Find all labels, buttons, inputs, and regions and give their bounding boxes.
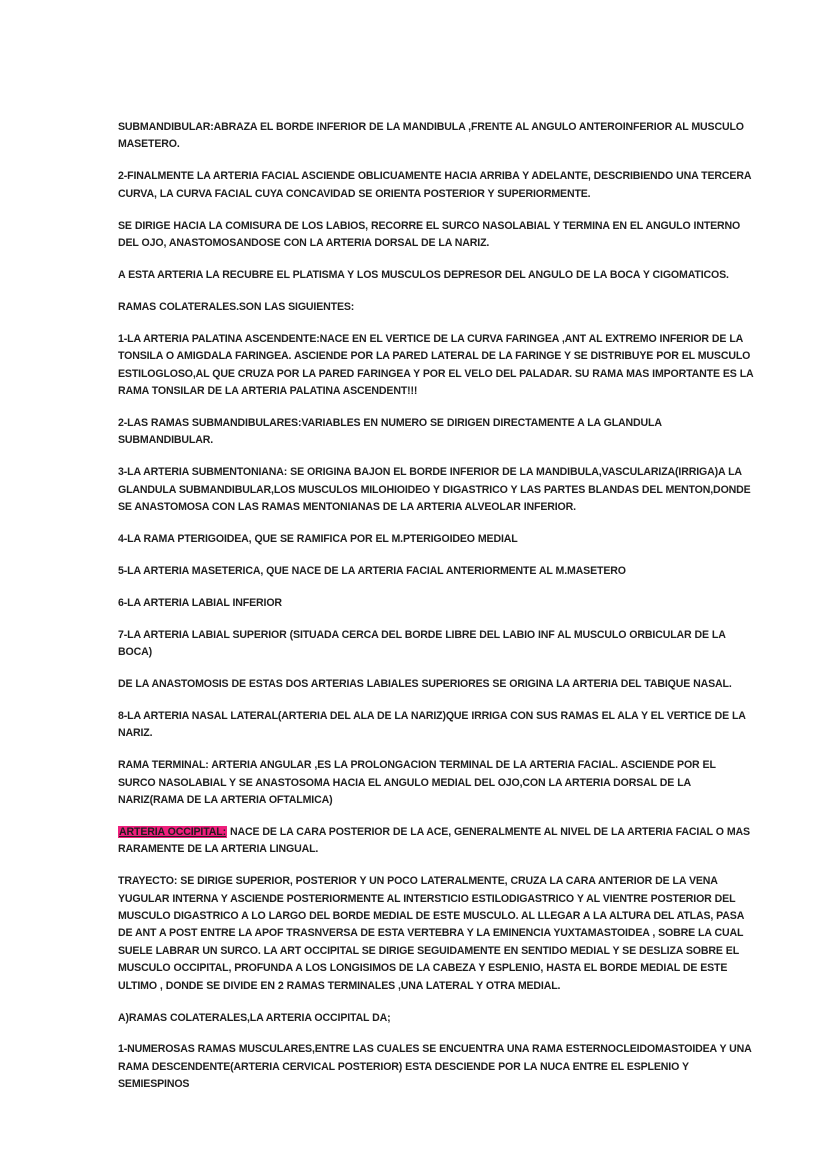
paragraph-trayecto: TRAYECTO: SE DIRIGE SUPERIOR, POSTERIOR Y UN POCO LATERALMENTE, CRUZA LA CARA ANTERIOR DE LA VENA YUGULAR INTERNA Y ASCIENDE POSTERIORMENTE AL INTERSTICIO ESTILODIGASTRICO Y AL VIENTRE POSTERIOR DEL MUSCULO DIGASTRICO A LO LARGO DEL BORDE MEDIAL DE ESTE MUSCULO. AL LLEGAR A LA ALTURA DEL ATLAS, PASA DE ANT A POST ENTRE LA APOF TRASNVERSA DE ESTA VERTEBRA Y LA EMINENCIA YUXTAMASTOIDEA , SOBRE LA CUAL SUELE LABRAR UN SURCO. LA ART OCCIPITAL SE DIRIGE SEGUIDAMENTE EN SENTIDO MEDIAL Y SE DESLIZA SOBRE EL MUSCULO OCCIPITAL, PROFUNDA A LOS LONGISIMOS DE LA CABEZA Y ESPLENIO, HASTA EL BORDE MEDIAL DE ESTE ULTIMO , DONDE SE DIVIDE EN 2 RAMAS TERMINALES ,UNA LATERAL Y OTRA MEDIAL.	[118, 875, 744, 992]
paragraph-submandibular: SUBMANDIBULAR:ABRAZA EL BORDE INFERIOR DE LA MANDIBULA ,FRENTE AL ANGULO ANTEROINFERIOR AL MUSCULO MASETERO.	[118, 121, 744, 151]
paragraph-facial-ascent: 2-FINALMENTE LA ARTERIA FACIAL ASCIENDE OBLICUAMENTE HACIA ARRIBA Y ADELANTE, DESCRIBIENDO UNA TERCERA CURVA, LA CURVA FACIAL CUYA CONCAVIDAD SE ORIENTA POSTERIOR Y SUPERIORMENTE.	[118, 170, 751, 200]
heading-collateral-branches: RAMAS COLATERALES.SON LAS SIGUIENTES:	[118, 300, 355, 313]
list-item-labial-inferior: 6-LA ARTERIA LABIAL INFERIOR	[118, 596, 282, 609]
paragraph-facial-course: SE DIRIGE HACIA LA COMISURA DE LOS LABIOS, RECORRE EL SURCO NASOLABIAL Y TERMINA EN EL ANGULO INTERNO DEL OJO, ANASTOMOSANDOSE CON LA ARTERIA DORSAL DE LA NARIZ.	[118, 219, 741, 250]
list-item-pterigoidea: 4-LA RAMA PTERIGOIDEA, QUE SE RAMIFICA POR EL M.PTERIGOIDEO MEDIAL	[118, 532, 518, 545]
highlighted-heading-arteria-occipital: ARTERIA OCCIPITAL:	[119, 825, 226, 838]
list-item-submandibulares: 2-LAS RAMAS SUBMANDIBULARES:VARIABLES EN NUMERO SE DIRIGEN DIRECTAMENTE A LA GLANDULA SUBMANDIBULAR.	[118, 416, 662, 447]
paragraph-tabique-nasal: DE LA ANASTOMOSIS DE ESTAS DOS ARTERIAS LABIALES SUPERIORES SE ORIGINA LA ARTERIA DEL TABIQUE NASAL.	[118, 677, 732, 690]
arteria-occipital-text: NACE DE LA CARA POSTERIOR DE LA ACE, GENERALMENTE AL NIVEL DE LA ARTERIA FACIAL O MAS RARAMENTE DE LA ARTERIA LINGUAL.	[118, 825, 750, 856]
paragraph-platisma: A ESTA ARTERIA LA RECUBRE EL PLATISMA Y LOS MUSCULOS DEPRESOR DEL ANGULO DE LA BOCA Y CIGOMATICOS.	[118, 268, 729, 281]
heading-occipital-collaterals: A)RAMAS COLATERALES,LA ARTERIA OCCIPITAL DA;	[118, 1011, 391, 1024]
paragraph-rama-terminal: RAMA TERMINAL: ARTERIA ANGULAR ,ES LA PROLONGACION TERMINAL DE LA ARTERIA FACIAL. ASCIENDE POR EL SURCO NASOLABIAL Y SE ANASTOSOMA HACIA EL ANGULO MEDIAL DEL OJO,CON LA ARTERIA DORSAL DE LA NARIZ(RAMA DE LA ARTERIA OFTALMICA)	[118, 759, 716, 806]
list-item-palatina: 1-LA ARTERIA PALATINA ASCENDENTE:NACE EN EL VERTICE DE LA CURVA FARINGEA ,ANT AL EXTREMO INFERIOR DE LA TONSILA O AMIGDALA FARINGEA. ASCIENDE POR LA PARED LATERAL DE LA FARINGE Y SE DISTRIBUYE POR EL MUSCULO ESTILOGLOSO,AL QUE CRUZA POR LA PARED FARINGEA Y POR EL VELO DEL PALADAR. SU RAMA MAS IMPORTANTE ES LA RAMA TONSILAR DE LA ARTERIA PALATINA ASCENDENT!!!	[118, 332, 754, 397]
list-item-labial-superior: 7-LA ARTERIA LABIAL SUPERIOR (SITUADA CERCA DEL BORDE LIBRE DEL LABIO INF AL MUSCULO ORBICULAR DE LA BOCA)	[118, 628, 726, 659]
list-item-submentoniana: 3-LA ARTERIA SUBMENTONIANA: SE ORIGINA BAJON EL BORDE INFERIOR DE LA MANDIBULA,VASCULARIZA(IRRIGA)A LA GLANDULA SUBMANDIBULAR,LOS MUSCULOS MILOHIOIDEO Y DIGASTRICO Y LAS PARTES BLANDAS DEL MENTON,DONDE SE ANASTOMOSA CON LAS RAMAS MENTONIANAS DE LA ARTERIA ALVEOLAR INFERIOR.	[118, 466, 751, 513]
paragraph-arteria-occipital	[118, 824, 754, 859]
list-item-ramas-musculares: 1-NUMEROSAS RAMAS MUSCULARES,ENTRE LAS CUALES SE ENCUENTRA UNA RAMA ESTERNOCLEIDOMASTOIDEA Y UNA RAMA DESCENDENTE(ARTERIA CERVICAL POSTERIOR) ESTA DESCIENDE POR LA NUCA ENTRE EL ESPLENIO Y SEMIESPINOS	[118, 1043, 752, 1091]
list-item-maseterica: 5-LA ARTERIA MASETERICA, QUE NACE DE LA ARTERIA FACIAL ANTERIORMENTE AL M.MASETERO	[118, 564, 626, 577]
list-item-nasal-lateral: 8-LA ARTERIA NASAL LATERAL(ARTERIA DEL ALA DE LA NARIZ)QUE IRRIGA CON SUS RAMAS EL ALA Y EL VERTICE DE LA NARIZ.	[118, 709, 746, 740]
document-body	[118, 119, 754, 1108]
